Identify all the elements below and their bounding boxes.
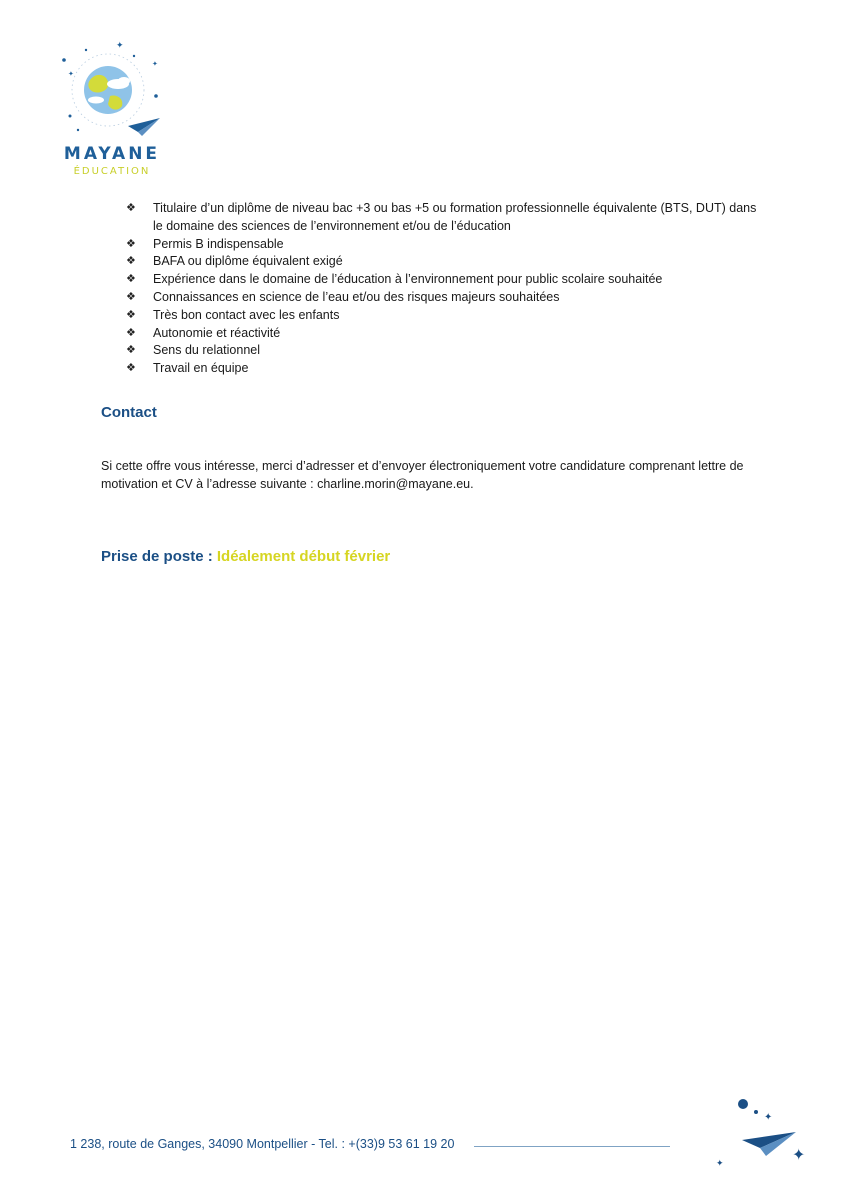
list-item [126,236,766,254]
svg-text:✦: ✦ [116,40,124,50]
list-item-text: Permis B indispensable [153,236,284,251]
diamond-bullet-icon: ❖ [126,362,136,375]
list-item [126,253,766,271]
paper-plane-stars-icon [712,1094,816,1170]
svg-text:✦: ✦ [764,1112,773,1123]
diamond-bullet-icon: ❖ [126,255,136,268]
list-item [126,325,766,343]
svg-text:✦: ✦ [152,61,158,68]
diamond-bullet-icon: ❖ [126,273,136,286]
diamond-bullet-icon: ❖ [126,202,136,214]
start-date-value: Idéalement début février [216,548,391,565]
list-item-text: Très bon contact avec les enfants [153,307,340,322]
list-item [126,200,766,236]
list-item-text: Expérience dans le domaine de l’éducation à l’environnement pour public scolaire souhaitée [153,272,663,287]
list-item [126,289,766,307]
start-date-heading [101,548,390,565]
footer-address: 1 238, route de Ganges, 34090 Montpellier - Tel. : +(33)9 53 61 19 20 [70,1137,455,1151]
list-item-text: Titulaire d’un diplôme de niveau bac +3 ou bas +5 ou formation professionnelle équivalente (BTS, DUT) dans le domaine des sciences de l’environnement et/ou de l’éducation [153,201,757,233]
svg-text:✦: ✦ [792,1147,806,1164]
list-item [126,271,766,289]
list-item-text: Sens du relationnel [153,343,261,358]
list-item-text: BAFA ou diplôme équivalent exigé [153,254,343,269]
contact-heading: Contact [101,404,157,421]
globe-plane-icon [56,36,168,144]
logo-name: MAYANE [63,144,161,164]
list-item-text: Autonomie et réactivité [153,325,281,340]
list-item-text: Connaissances en science de l’eau et/ou des risques majeurs souhaitées [153,289,560,304]
list-item [126,307,766,325]
list-item [126,342,766,360]
diamond-bullet-icon: ❖ [126,308,136,321]
diamond-bullet-icon: ❖ [126,290,136,303]
diamond-bullet-icon: ❖ [126,326,136,339]
requirements-list [126,200,766,378]
svg-text:✦: ✦ [716,1158,724,1168]
svg-text:✦: ✦ [68,71,74,78]
footer-divider [474,1146,670,1147]
diamond-bullet-icon: ❖ [126,344,136,357]
contact-text: Si cette offre vous intéresse, merci d’adresser et d’envoyer électroniquement votre candidature comprenant lettre de motivation et CV à l’adresse suivante : charline.morin@mayane.eu. [101,459,744,491]
start-date-label: Prise de poste : [101,548,217,565]
list-item-text: Travail en équipe [153,361,249,376]
list-item [126,360,766,378]
diamond-bullet-icon: ❖ [126,237,136,250]
mayane-logo [56,36,168,182]
logo-subtitle: ÉDUCATION [73,166,151,177]
